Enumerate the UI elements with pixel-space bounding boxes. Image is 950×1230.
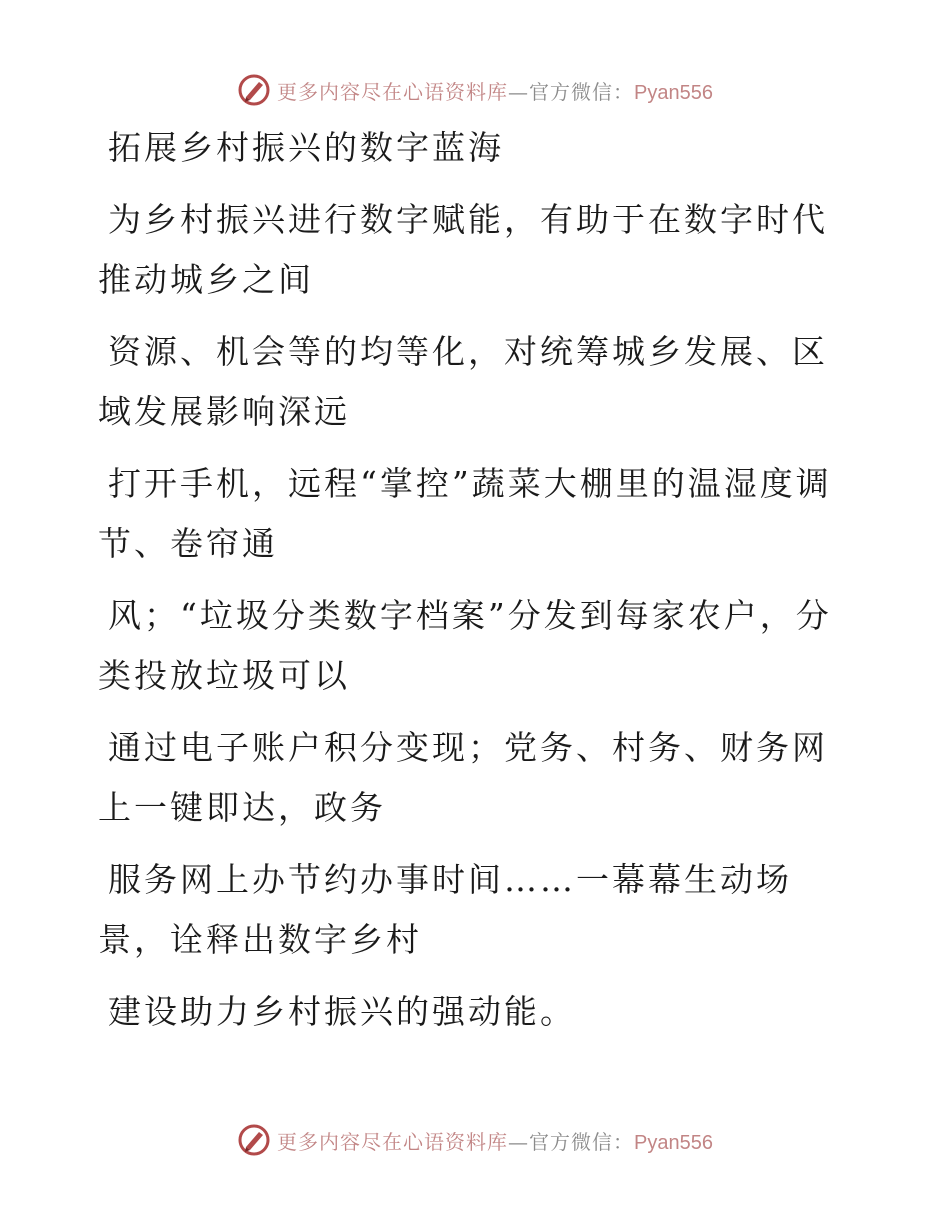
- footer-watermark: [0, 1120, 950, 1160]
- paragraph-text: 服务网上办节约办事时间……一幕幕生动场景，诠释出数字乡村: [98, 860, 792, 959]
- document-body: [98, 118, 833, 1054]
- pen-logo-icon: [237, 73, 271, 107]
- watermark-text: [277, 1126, 713, 1155]
- watermark-wechat-id: Pyan556: [634, 81, 713, 104]
- watermark-dash: —: [508, 79, 530, 104]
- paragraph: [98, 190, 833, 310]
- paragraph-text: 资源、机会等的均等化，对统筹城乡发展、区域发展影响深远: [98, 332, 828, 431]
- paragraph-text: 为乡村振兴进行数字赋能，有助于在数字时代推动城乡之间: [98, 200, 828, 299]
- paragraph: [98, 322, 833, 442]
- paragraph: [98, 586, 833, 706]
- watermark-wechat-id: Pyan556: [634, 1131, 713, 1154]
- paragraph-text: 通过电子账户积分变现；党务、村务、财务网上一键即达，政务: [98, 728, 828, 827]
- paragraph: [98, 718, 833, 838]
- paragraph-text: 拓展乡村振兴的数字蓝海: [108, 128, 504, 167]
- paragraph-text: 风；“垃圾分类数字档案”分发到每家农户，分类投放垃圾可以: [98, 596, 832, 695]
- watermark-wechat-label: 官方微信：: [529, 1129, 635, 1154]
- paragraph: [98, 118, 833, 178]
- watermark-text: [277, 76, 713, 105]
- pen-logo-icon: [237, 1123, 271, 1157]
- watermark-dash: —: [508, 1129, 530, 1154]
- paragraph-text: 建设助力乡村振兴的强动能。: [108, 992, 576, 1031]
- watermark-wechat-label: 官方微信：: [529, 79, 635, 104]
- watermark-site: 更多内容尽在心语资料库: [277, 1129, 509, 1154]
- paragraph: [98, 982, 833, 1042]
- paragraph: [98, 850, 833, 970]
- watermark-site: 更多内容尽在心语资料库: [277, 79, 509, 104]
- header-watermark: [0, 70, 950, 110]
- paragraph: [98, 454, 833, 574]
- paragraph-text: 打开手机，远程“掌控”蔬菜大棚里的温湿度调节、卷帘通: [98, 464, 832, 563]
